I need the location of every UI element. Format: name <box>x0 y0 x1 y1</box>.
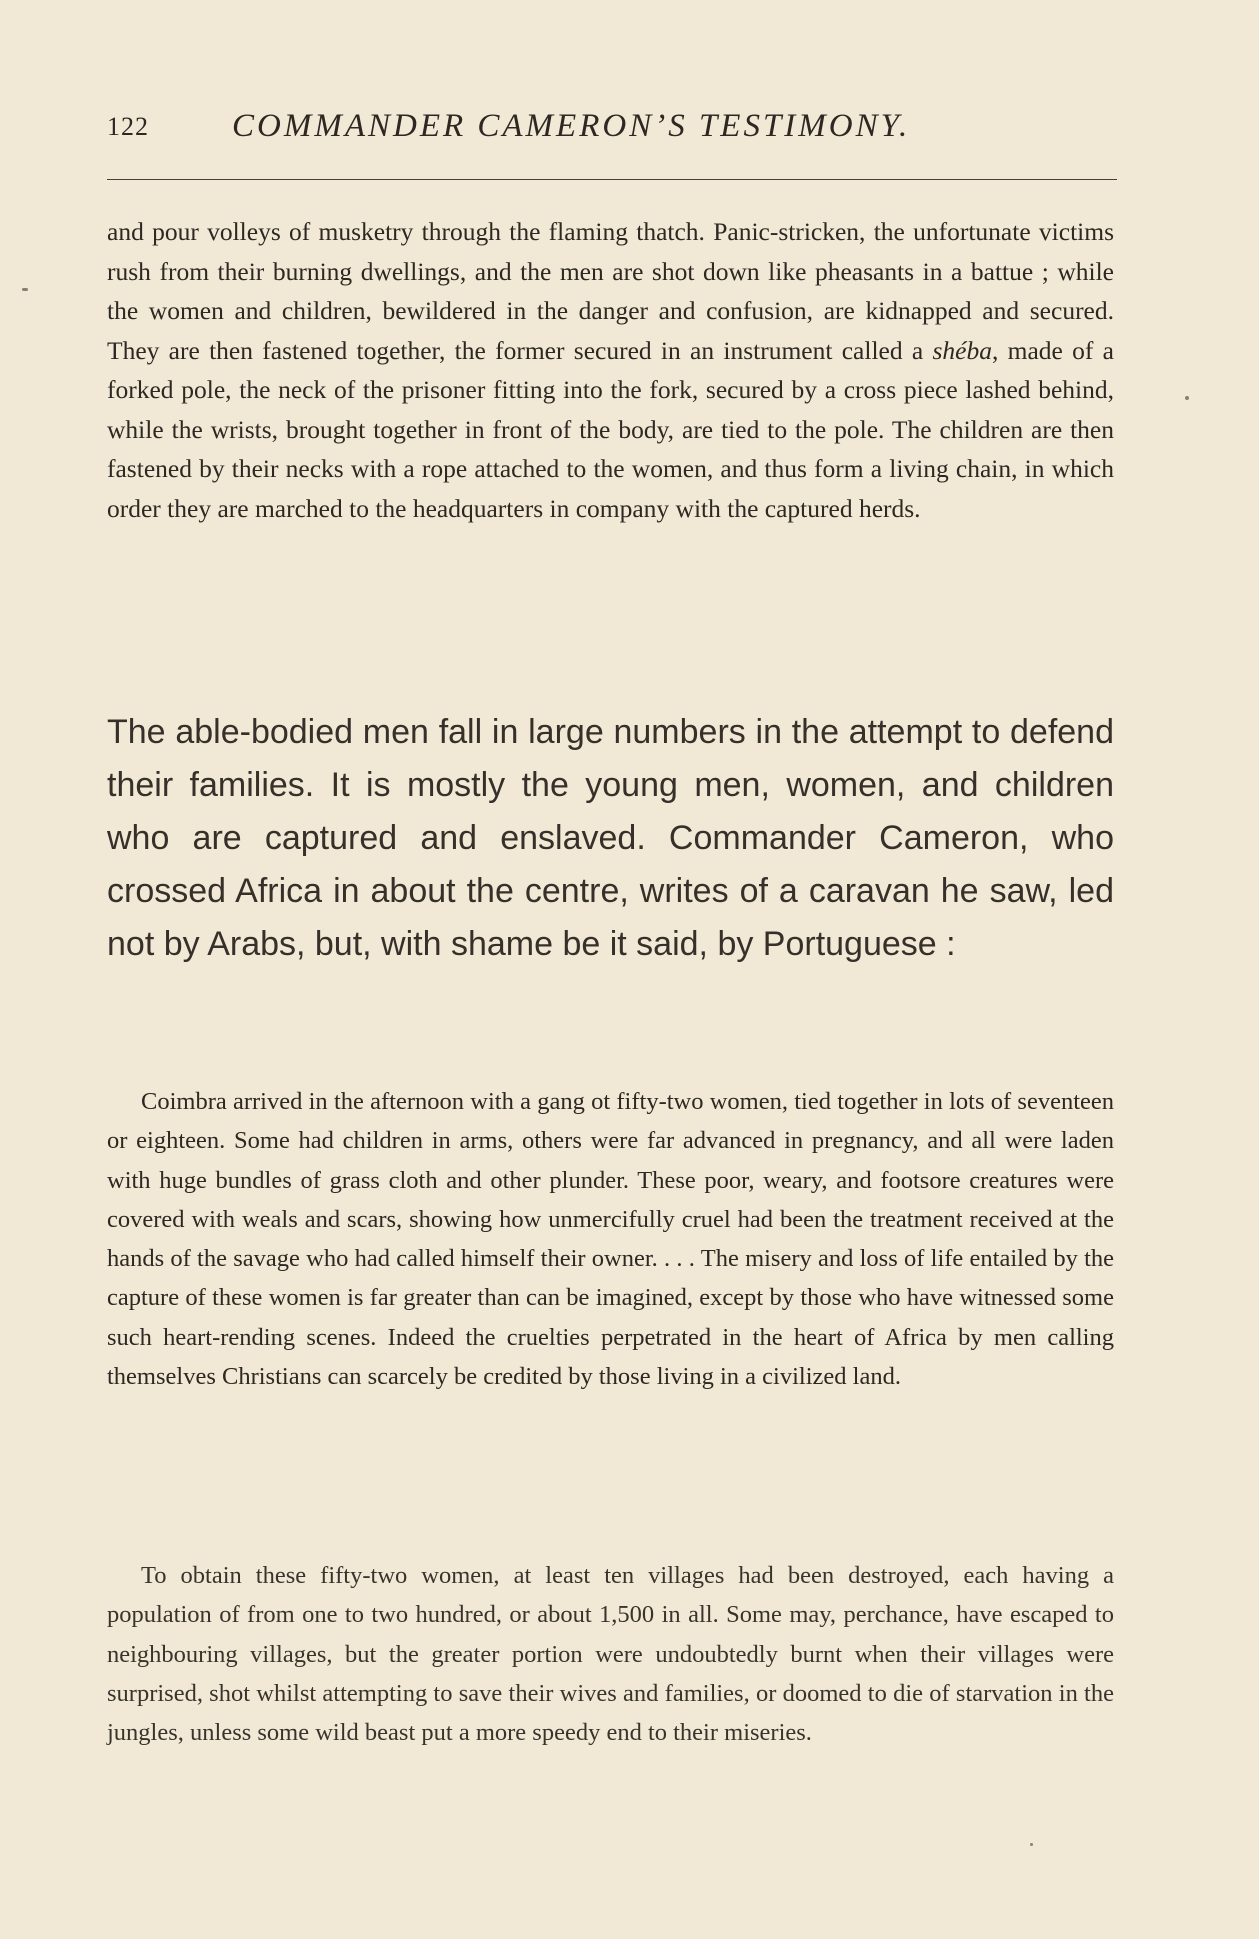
italic-term: shéba <box>932 335 992 365</box>
paper-speck <box>22 288 28 291</box>
paragraph-1 <box>107 212 1114 528</box>
header-rule <box>107 179 1117 180</box>
quotation-paragraph-2: To obtain these fifty-two women, at least ten villages had been destroyed, each having a population of from one to two hundred, or about 1,500 in all. Some may, perchance, have escaped to neighbouring villages, but the greater portion were undoubtedly burnt when their villages were surprised, shot whilst attempting to save their wives and families, or doomed to die of starvation in the jungles, unless some wild beast put a more speedy end to their miseries. <box>107 1562 1114 1747</box>
paragraph-1-text-start: and pour volleys of musketry through the flaming thatch. Panic-stricken, the unfortunate victims rush from their burning dwellings, and the men are shot down like pheasants in a battue ; while the women and children, bewildered in the danger and confusion, are kidnapped and secured. They are then fastened together, the former secured in an instrument called a <box>107 217 1114 365</box>
paragraph-1-text-end: , made of a forked pole, the neck of the prisoner fitting into the fork, secured by a cross piece lashed behind, while the wrists, brought together in front of the body, are tied to the pole. The children are then fastened by their necks with a rope attached to the women, and thus form a living chain, in which order they are marched to the headquarters in company with the captured herds. <box>107 335 1114 523</box>
paper-speck <box>1185 396 1189 400</box>
running-title: COMMANDER CAMERON’S TESTIMONY. <box>232 108 911 144</box>
paper-speck <box>1030 1843 1033 1846</box>
page-header <box>107 108 1117 158</box>
page-number: 122 <box>107 112 149 141</box>
paragraph-large: The able-bodied men fall in large numbers in the attempt to defend their families. It is mostly the young men, women, and children who are captured and enslaved. Commander Cameron, who crossed Africa in about the centre, writes of a caravan he saw, led not by Arabs, but, with shame be it said, by Portuguese : <box>107 713 1114 963</box>
quotation-paragraph-1: Coimbra arrived in the afternoon with a gang ot fifty-two women, tied together in lots of seventeen or eighteen. Some had children in arms, others were far advanced in pregnancy, and all were laden with huge bundles of grass cloth and other plunder. These poor, weary, and footsore creatures were covered with weals and scars, showing how unmercifully cruel had been the treatment received at the hands of the savage who had called himself their owner. . . . The misery and loss of life entailed by the capture of these women is far greater than can be imagined, except by those who have witnessed some such heart-rending scenes. Indeed the cruelties perpetrated in the heart of Africa by men calling themselves Christians can scarcely be credited by those living in a civilized land. <box>107 1088 1114 1391</box>
